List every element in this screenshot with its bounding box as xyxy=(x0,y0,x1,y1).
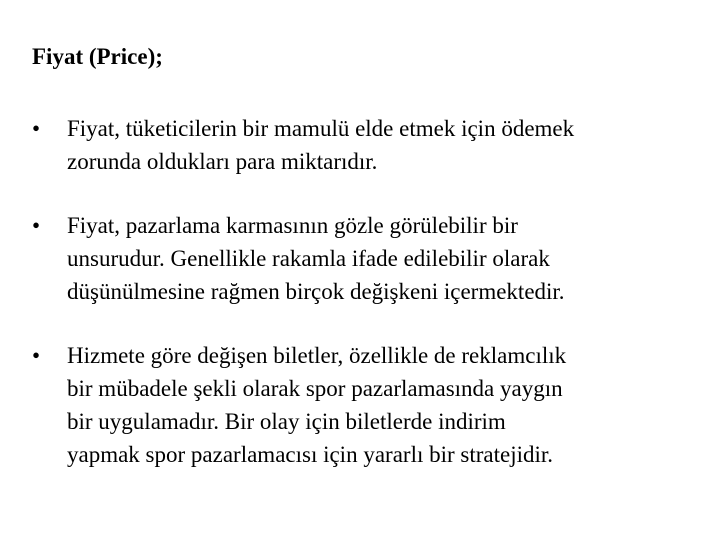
bullet-marker: • xyxy=(32,343,41,368)
bullet-text-line: bir mübadele şekli olarak spor pazarlamasında yaygın xyxy=(67,376,563,401)
bullet-text-line: unsurudur. Genellikle rakamla ifade edilebilir olarak xyxy=(67,246,550,271)
bullet-text-line: düşünülmesine rağmen birçok değişkeni içermektedir. xyxy=(67,279,565,304)
bullet-text-line: zorunda oldukları para miktarıdır. xyxy=(67,149,378,174)
bullet-item xyxy=(32,112,702,178)
bullet-text-line: bir uygulamadır. Bir olay için biletlerde indirim xyxy=(67,409,506,434)
bullet-text-line: yapmak spor pazarlamacısı için yararlı bir stratejidir. xyxy=(67,442,554,467)
bullet-list xyxy=(32,112,702,502)
bullet-item xyxy=(32,209,702,308)
bullet-marker: • xyxy=(32,116,41,141)
bullet-item xyxy=(32,339,702,471)
bullet-text-line: Fiyat, tüketicilerin bir mamulü elde etmek için ödemek xyxy=(67,116,575,141)
bullet-text-line: Hizmete göre değişen biletler, özellikle de reklamcılık xyxy=(67,343,567,368)
bullet-text-line: Fiyat, pazarlama karmasının gözle görülebilir bir xyxy=(67,213,518,238)
bullet-marker: • xyxy=(32,213,41,238)
slide-title: Fiyat (Price); xyxy=(32,44,163,69)
